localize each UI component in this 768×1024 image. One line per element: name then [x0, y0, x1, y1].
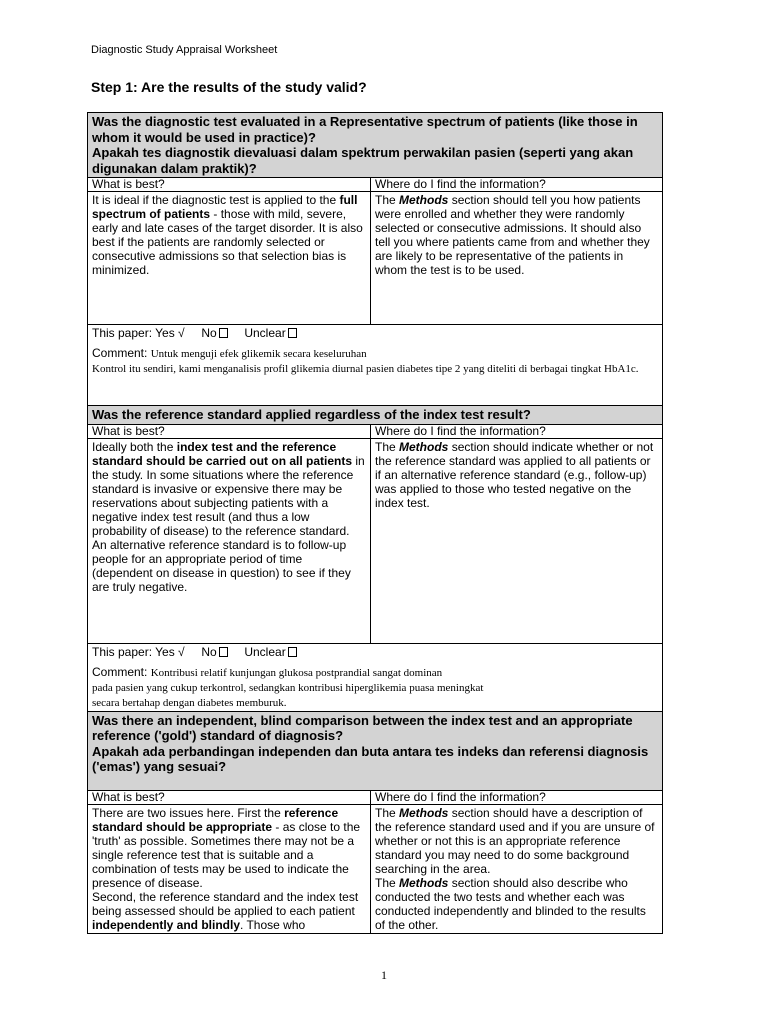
- comment-label: Comment:: [92, 346, 148, 360]
- where-text: section should also describe who conducted the two tests and whether each was conducted independently and blinded to the results of the other.: [375, 875, 646, 932]
- no-checkbox[interactable]: [219, 328, 228, 338]
- column-header-row-2: [88, 424, 663, 438]
- column-header-row-1: [88, 178, 663, 192]
- no-label: No: [201, 644, 217, 659]
- question-row-2: [88, 406, 663, 425]
- where-find-header: Where do I find the information?: [371, 790, 663, 804]
- best-emphasis: index test and the reference standard should be carried out on all patients: [92, 439, 353, 468]
- paper-row-2: [88, 643, 663, 711]
- what-is-best-header: What is best?: [88, 178, 371, 192]
- best-text: in the study. In some situations where the reference standard is invasive or expensive there may be reservations about subjecting patients with a negative index test result (and thus a low probability of disease) to the reference standard. An alternative reference standard is to follow-up people for an appropriate period of time (dependent on disease in question) to see if they are truly negative.: [92, 453, 365, 594]
- question-1-id: Apakah tes diagnostik dievaluasi dalam spektrum perwakilan pasien (seperti yang akan digunakan dalam praktik)?: [92, 145, 634, 176]
- question-row-1: [88, 113, 663, 178]
- where-text: section should indicate whether or not the reference standard was applied to all patients or if an alternative reference standard (e.g., follow-up) was applied to those who tested negative on the index test.: [375, 439, 654, 510]
- where-text: The: [375, 439, 400, 454]
- this-paper-line: [92, 326, 658, 340]
- step-title: Step 1: Are the results of the study valid?: [91, 79, 367, 95]
- question-row-3: [88, 711, 663, 790]
- guidance-row-1: [88, 192, 663, 325]
- guidance-row-3: [88, 804, 663, 933]
- best-text: Ideally both the: [92, 439, 177, 454]
- no-label: No: [201, 326, 217, 340]
- methods-emphasis: Methods: [399, 193, 449, 207]
- methods-emphasis: Methods: [399, 805, 449, 820]
- question-3-id: Apakah ada perbandingan independen dan buta antara tes indeks dan referensi diagnosis ('emas') yang sesuai?: [92, 743, 649, 774]
- methods-emphasis: Methods: [399, 439, 449, 454]
- this-paper-line: [92, 645, 658, 659]
- comment-text: Untuk menguji efek glikemik secara keseluruhan: [150, 348, 367, 360]
- best-emphasis: full spectrum of patients: [92, 193, 358, 221]
- column-header-row-3: [88, 790, 663, 804]
- where-find-cell: [371, 804, 663, 933]
- best-text: Second, the reference standard and the index test being assessed should be applied to each patient: [92, 889, 359, 918]
- comment-text: pada pasien yang cukup terkontrol, sedangkan kontribusi hiperglikemia puasa meningkat: [92, 681, 484, 694]
- what-is-best-cell: [88, 438, 371, 643]
- where-text: The: [375, 193, 400, 207]
- what-is-best-cell: [88, 804, 371, 933]
- no-checkbox[interactable]: [219, 647, 228, 657]
- this-paper-yes: This paper: Yes √: [92, 644, 185, 659]
- what-is-best-header: What is best?: [88, 424, 371, 438]
- question-1-en: Was the diagnostic test evaluated in a Representative spectrum of patients (like those in whom it would be used in practice)?: [92, 114, 638, 145]
- best-emphasis: independently and blindly: [92, 917, 241, 932]
- where-find-header: Where do I find the information?: [371, 424, 663, 438]
- what-is-best-header: What is best?: [88, 790, 371, 804]
- where-find-header: Where do I find the information?: [371, 178, 663, 192]
- best-text: It is ideal if the diagnostic test is applied to the: [92, 193, 340, 207]
- this-paper-yes: This paper: Yes √: [92, 326, 185, 340]
- comment-text: Kontribusi relatif kunjungan glukosa postprandial sangat dominan: [150, 666, 443, 679]
- comment-text: secara bertahap dengan diabetes memburuk.: [92, 696, 287, 709]
- where-text: section should have a description of the reference standard used and if you are unsure of whether or not this is an appropriate reference standard you may need to do some background searching in the area.: [375, 805, 655, 876]
- best-text: . Those who: [240, 917, 306, 932]
- where-find-cell: [371, 438, 663, 643]
- where-text: section should tell you how patients were enrolled and whether they were randomly selected or consecutive admissions. It should also tell you where patients came from and whether they are likely to be representative of the patients in whom the test is to be used.: [375, 193, 650, 277]
- page-number: 1: [381, 968, 387, 982]
- where-find-cell: [371, 192, 663, 325]
- unclear-label: Unclear: [244, 326, 286, 340]
- best-emphasis: reference standard should be appropriate: [92, 805, 339, 834]
- unclear-checkbox[interactable]: [288, 328, 297, 338]
- methods-emphasis: Methods: [399, 875, 449, 890]
- appraisal-table: [87, 112, 663, 934]
- unclear-checkbox[interactable]: [288, 647, 297, 657]
- what-is-best-cell: [88, 192, 371, 325]
- comment-text: Kontrol itu sendiri, kami menganalisis profil glikemia diurnal pasien diabetes tipe 2 yang diteliti di berbagai tingkat HbA1c.: [92, 363, 639, 375]
- where-text: The: [375, 875, 400, 890]
- page-header: Diagnostic Study Appraisal Worksheet: [91, 44, 278, 56]
- comment-label: Comment:: [92, 664, 148, 679]
- best-text: - those with mild, severe, early and late cases of the target disorder. It is also best if the patients are randomly selected or consecutive admissions so that selection bias is minimized.: [92, 207, 363, 277]
- paper-row-1: [88, 325, 663, 406]
- question-3-en: Was there an independent, blind comparison between the index test and an appropriate reference ('gold') standard of diagnosis?: [92, 712, 633, 743]
- best-text: There are two issues here. First the: [92, 805, 285, 820]
- best-text: - as close to the 'truth' as possible. Sometimes there may not be a single reference test that is suitable and a combination of tests may be used to indicate the presence of disease.: [92, 819, 361, 890]
- unclear-label: Unclear: [244, 644, 286, 659]
- where-text: The: [375, 805, 400, 820]
- guidance-row-2: [88, 438, 663, 643]
- question-2-en: Was the reference standard applied regardless of the index test result?: [92, 407, 531, 422]
